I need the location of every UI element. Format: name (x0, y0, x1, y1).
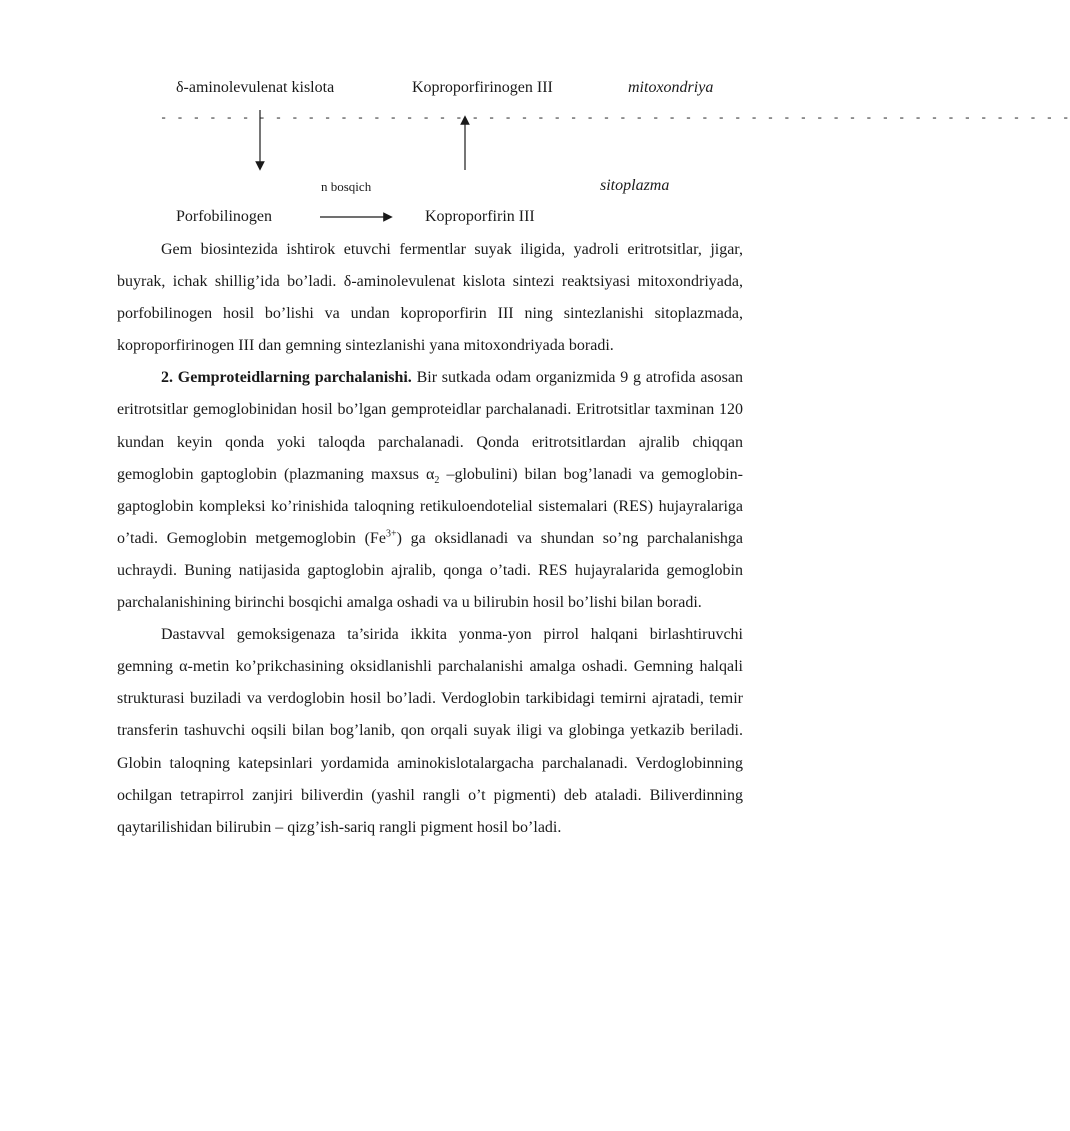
body-text (117, 234, 743, 844)
label-step: n bosqich (321, 179, 372, 194)
paragraph-1: Gem biosintezida ishtirok etuvchi fermentlar suyak iligida, yadroli eritrotsitlar, jigar, buyrak, ichak shillig’ida bo’ladi. δ-aminolevulenat kislota sintezi reaktsiyasi mitoxondriyada, porfobilinogen hosil bo’lishi va undan koproporfirin III ning sintezlanishi sitoplazmada, koproporfirinogen III dan gemning sintezlanishi yana mitoxondriyada boradi. (117, 241, 743, 355)
heme-synthesis-diagram (0, 0, 1070, 240)
label-porfobilinogen: Porfobilinogen (176, 208, 272, 225)
label-mitoxondriya: mitoxondriya (628, 79, 714, 96)
paragraph-3: Dastavval gemoksigenaza ta’sirida ikkita yonma-yon pirrol halqani birlashtiruvchi gemning α-metin ko’prikchasining oksidlanishli parchalanishi amalga oshadi. Gemning halqali strukturasi buziladi va verdoglobin hosil bo’ladi. Verdoglobin tarkibidagi temirni ajratadi, temir transferin tashuvchi oqsili bilan bog’lanib, qon orqali suyak iligi va globinga yetkazib beriladi. Globin taloqning katepsinlari yordamida aminokislotalargacha parchalanadi. Verdoglobinning ochilgan tetrapirrol zanjiri biliverdin (yashil rangli o’t pigmenti) deb ataladi. Biliverdinning qaytarilishidan bilirubin – qizg’ish-sariq rangli pigment hosil bo’ladi. (117, 626, 743, 836)
diagram-arrows (0, 0, 1070, 240)
label-aminolevulenat: δ-aminolevulenat kislota (176, 79, 335, 96)
label-koproporfirin: Koproporfirin III (425, 208, 535, 225)
paragraph-2: 2. Gemproteidlarning parchalanishi. Bir sutkada odam organizmida 9 g atrofida asosan eritrotsitlar gemoglobinidan hosil bo’lgan gemproteidlar parchalanadi. Eritrotsitlar taxminan 120 kundan keyin qonda yoki taloqda parchalanadi. Qonda eritrotsitlardan ajralib chiqqan gemoglobin gaptoglobin (plazmaning maxsus $\alpha_2$ –globulini) bilan bog’lanadi va gemoglobin-gaptoglobin kompleksi ko’rinishida taloqning retikuloendotelial sistemalari (RES) hujayralariga o’tadi. Gemoglobin metgemoglobin $(Fe^{3+})$ ga oksidlanadi va shundan so’ng parchalanishga uchraydi. Buning natijasida gaptoglobin ajralib, qonga o’tadi. RES hujayralarida gemoglobin parchalanishining birinchi bosqichi amalga oshadi va u bilirubin hosil bo’lishi bilan boradi. (117, 369, 744, 612)
label-sitoplazma: sitoplazma (600, 177, 670, 194)
label-koproporfirinogen: Koproporfirinogen III (412, 79, 553, 96)
section-heading: 2. Gemproteidlarning parchalanishi. (161, 369, 412, 387)
compartment-divider: - - - - - - - - - - - - - - - - - - - - - - - - - - - - - - - - - - - - - - - - - - - - - - - - - - - - - - - - (160, 111, 1070, 125)
